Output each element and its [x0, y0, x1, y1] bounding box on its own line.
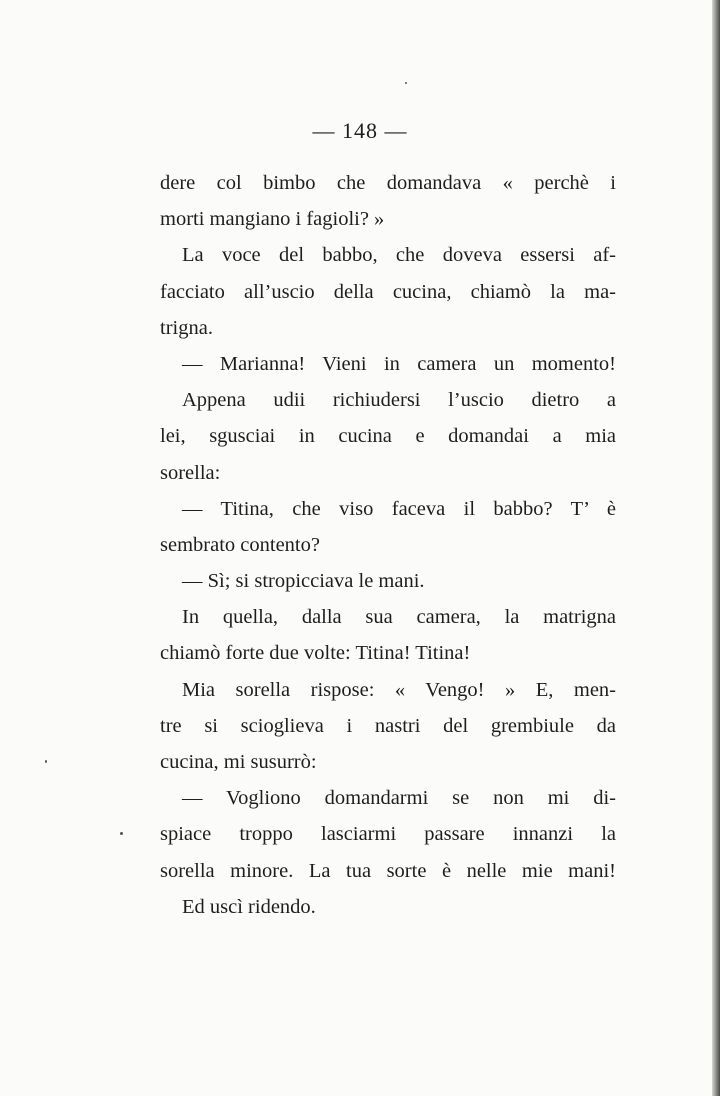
text-line: chiamò forte due volte: Titina! Titina!	[160, 642, 471, 665]
page-number: — 148 —	[312, 118, 408, 143]
text-line: In quella, dalla sua camera, la matrigna	[182, 606, 616, 629]
text-line: sorella minore. La tua sorte è nelle mie mani!	[160, 859, 616, 882]
text-line: facciato all’uscio della cucina, chiamò la ma-	[160, 280, 616, 303]
text-line: lei, sgusciai in cucina e domandai a mia	[160, 425, 616, 448]
text-line: cucina, mi susurrò:	[160, 751, 317, 773]
page-edge-shadow	[712, 0, 720, 1096]
text-line: — Sì; si stropicciava le mani.	[182, 570, 425, 593]
text-line: dere col bimbo che domandava « perchè i	[160, 172, 616, 194]
ink-speck	[405, 82, 407, 84]
text-line: morti mangiano i fagioli? »	[160, 208, 385, 231]
text-line: Appena udii richiudersi l’uscio dietro a	[182, 389, 616, 412]
text-line: trigna.	[160, 316, 213, 339]
text-line: — Titina, che viso faceva il babbo? T’ è	[182, 497, 616, 520]
text-line: sorella:	[160, 461, 221, 484]
text-line: Ed uscì ridendo.	[182, 895, 316, 918]
text-line: — Vogliono domandarmi se non mi di-	[182, 787, 616, 810]
text-line: La voce del babbo, che doveva essersi af-	[182, 244, 616, 267]
text-line: sembrato contento?	[160, 533, 320, 556]
text-line: tre si scioglieva i nastri del grembiule da	[160, 714, 616, 737]
text-line: Mia sorella rispose: « Vengo! » E, men-	[182, 678, 616, 701]
text-line: spiace troppo lasciarmi passare innanzi la	[160, 823, 616, 846]
ink-speck	[120, 832, 123, 835]
text-line: — Marianna! Vieni in camera un momento!	[182, 352, 616, 375]
body-text	[160, 165, 616, 925]
ink-speck	[45, 760, 47, 763]
